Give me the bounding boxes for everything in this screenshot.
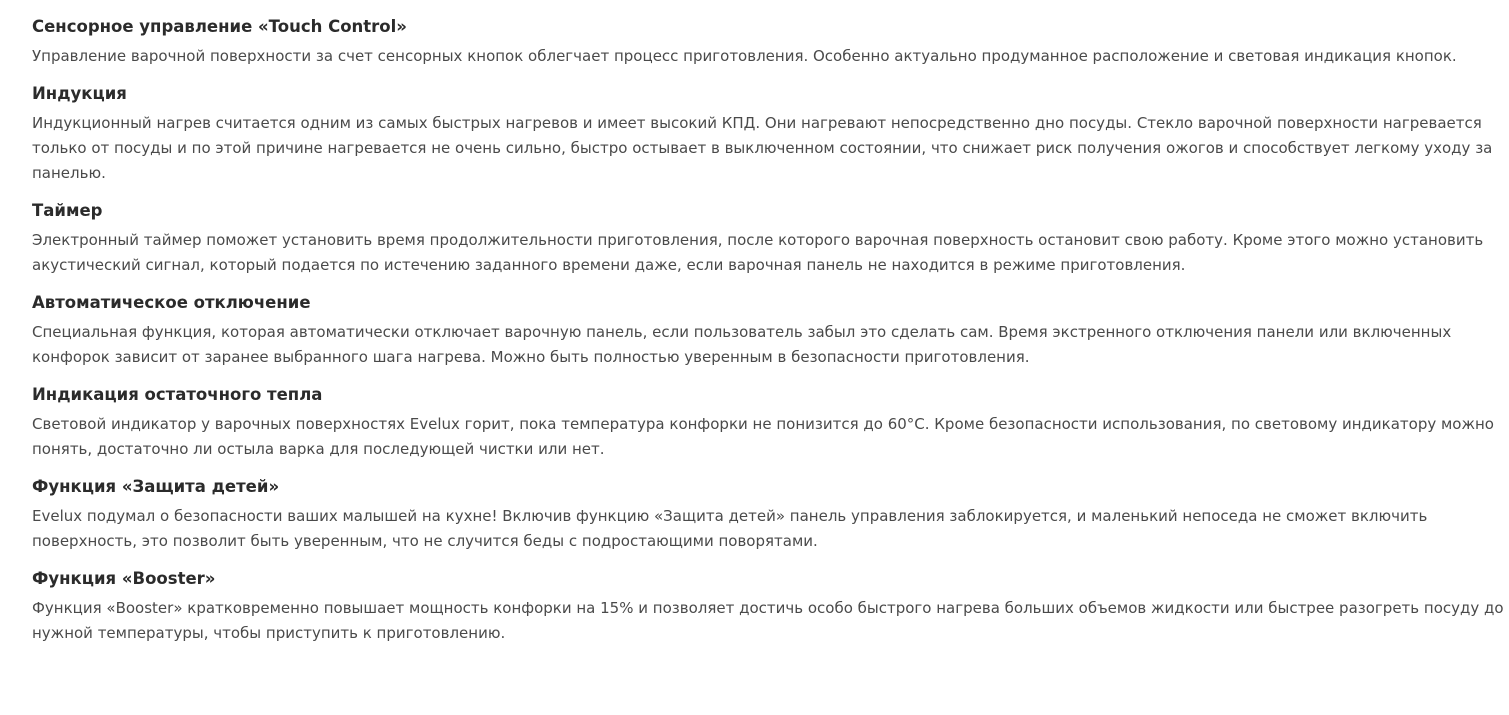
- feature-child-lock: [32, 474, 1509, 554]
- feature-title: Таймер: [32, 201, 103, 220]
- features-list: [32, 14, 1509, 658]
- feature-description: Индукционный нагрев считается одним из самых быстрых нагревов и имеет высокий КПД. Они нагревают непосредственно дно посуды. Стекло варочной поверхности нагревается только от посуды и по этой причине нагревается не очень сильно, быстро остывает в выключенном состоянии, что снижает риск получения ожогов и способствует легкому уходу за панелью.: [32, 114, 1493, 182]
- feature-booster: [32, 566, 1509, 646]
- feature-auto-shutoff: [32, 290, 1509, 370]
- feature-title: Функция «Защита детей»: [32, 477, 280, 496]
- feature-title: Автоматическое отключение: [32, 293, 311, 312]
- feature-description: Управление варочной поверхности за счет сенсорных кнопок облегчает процесс приготовления. Особенно актуально продуманное расположение и световая индикация кнопок.: [32, 47, 1457, 65]
- feature-timer: [32, 198, 1509, 278]
- feature-description: Evelux подумал о безопасности ваших малышей на кухне! Включив функцию «Защита детей» панель управления заблокируется, и маленький непоседа не сможет включить поверхность, это позволит быть уверенным, что не случится беды с подростающими поворятами.: [32, 507, 1428, 550]
- feature-title: Функция «Booster»: [32, 569, 216, 588]
- feature-title: Сенсорное управление «Touch Control»: [32, 17, 407, 36]
- feature-title: Индукция: [32, 84, 127, 103]
- feature-induction: [32, 81, 1509, 186]
- feature-description: Специальная функция, которая автоматически отключает варочную панель, если пользователь забыл это сделать сам. Время экстренного отключения панели или включенных конфорок зависит от заранее выбранного шага нагрева. Можно быть полностью уверенным в безопасности приготовления.: [32, 323, 1452, 366]
- feature-description: Функция «Booster» кратковременно повышает мощность конфорки на 15% и позволяет достичь особо быстрого нагрева больших объемов жидкости или быстрее разогреть посуду до нужной температуры, чтобы приступить к приготовлению.: [32, 599, 1504, 642]
- feature-touch-control: [32, 14, 1509, 69]
- feature-description: Электронный таймер поможет установить время продолжительности приготовления, после которого варочная поверхность остановит свою работу. Кроме этого можно установить акустический сигнал, который подается по истечению заданного времени даже, если варочная панель не находится в режиме приготовления.: [32, 231, 1484, 274]
- feature-description: Световой индикатор у варочных поверхностях Evelux горит, пока температура конфорки не понизится до 60°C. Кроме безопасности использования, по световому индикатору можно понять, достаточно ли остыла варка для последующей чистки или нет.: [32, 415, 1494, 458]
- feature-residual-heat: [32, 382, 1509, 462]
- feature-title: Индикация остаточного тепла: [32, 385, 323, 404]
